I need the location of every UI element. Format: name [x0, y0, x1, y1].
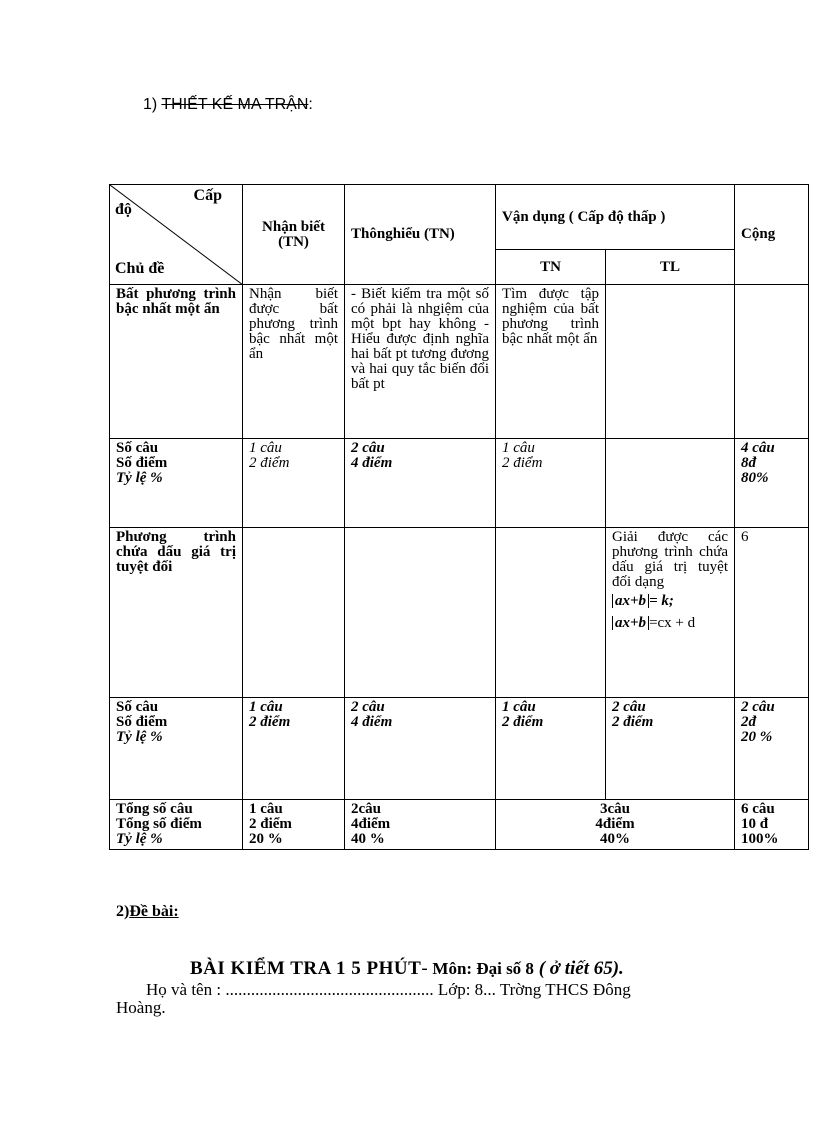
student-info-line: Họ và tên : ................................................. Lớp: 8... Trờng THCS Đông: [146, 980, 631, 999]
label-so-diem: Số điểm: [116, 455, 168, 471]
value: 20 %: [249, 831, 283, 847]
r1-stats-tn: [496, 439, 606, 528]
section-2-heading: [116, 903, 179, 921]
value: 2 điểm: [249, 816, 292, 832]
value: 1 câu: [249, 699, 283, 715]
label-ty-le: Tỷ lệ %: [116, 470, 163, 486]
r1-stats-tl: [606, 439, 735, 528]
value: 2câu: [351, 801, 381, 817]
value: 2 điểm: [502, 455, 543, 471]
value: 2 điểm: [249, 455, 290, 471]
student-info-line-2: Hoàng.: [116, 998, 166, 1017]
matrix-table: [109, 184, 809, 850]
totals-cong: [735, 800, 809, 850]
r2-stats-nhan-biet: [243, 698, 345, 800]
totals-van-dung: [496, 800, 735, 850]
value: 1 câu: [249, 440, 282, 456]
value: 40%: [600, 831, 630, 847]
label-tong-so-cau: Tổng số câu: [116, 801, 193, 817]
label-ty-le: Tỷ lệ %: [116, 831, 163, 847]
value: 2 điểm: [502, 714, 544, 730]
topic-bat-phuong-trinh: Bất phương trình bậc nhất một ẩn: [110, 285, 243, 439]
value: 2 câu: [612, 699, 646, 715]
value: 1 câu: [249, 801, 283, 817]
r2-cong: 6: [735, 528, 809, 698]
value: 4 điểm: [351, 714, 393, 730]
value: 2đ: [741, 714, 757, 730]
section-1-number: 1): [143, 96, 158, 113]
eq-rhs: =cx + d: [649, 615, 696, 631]
r2-stats-thong-hieu: [345, 698, 496, 800]
abs-expression: ax+b: [612, 594, 649, 608]
section-2-number: 2): [116, 903, 130, 920]
value: 4 câu: [741, 440, 775, 456]
header-nhan-biet: Nhận biết (TN): [243, 185, 345, 285]
section-1-heading: [143, 96, 313, 114]
r1-van-dung-tl: [606, 285, 735, 439]
header-tl: TL: [606, 250, 735, 285]
value: 2 điểm: [249, 714, 291, 730]
r1-stats-labels: [110, 439, 243, 528]
r2-tl-text: Giải được các phương trình chứa dấu giá trị tuyệt đối dạng: [612, 529, 729, 590]
exam-title-dash: -: [421, 958, 433, 979]
label-so-cau: Số câu: [116, 440, 159, 456]
r1-nhan-biet: Nhận biết được bất phương trình bậc nhất một ẩn: [243, 285, 345, 439]
header-corner-cell: [110, 185, 243, 285]
value: 4 điểm: [351, 455, 393, 471]
label-so-diem: Số điểm: [116, 714, 168, 730]
eq-rhs: = k;: [649, 593, 674, 609]
r2-stats-tl: [606, 698, 735, 800]
r2-van-dung-tl: [606, 528, 735, 698]
value: 4điểm: [595, 816, 635, 832]
value: 4điểm: [351, 816, 391, 832]
value: 20 %: [741, 729, 773, 745]
exam-title: [190, 958, 624, 980]
r2-thong-hieu: [345, 528, 496, 698]
value: 1 câu: [502, 440, 535, 456]
abs-expression: ax+b: [612, 616, 649, 630]
topic-gia-tri-tuyet-doi: Phương trình chứa dấu giá trị tuyệt đối: [110, 528, 243, 698]
r1-van-dung-tn: Tìm được tập nghiệm của bất phương trình bậc nhất một ẩn: [496, 285, 606, 439]
section-2-title: Đề bài:: [129, 903, 179, 920]
value: 80%: [741, 470, 769, 486]
r1-cong: [735, 285, 809, 439]
r2-van-dung-tn: [496, 528, 606, 698]
r1-stats-nhan-biet: [243, 439, 345, 528]
r1-thong-hieu: - Biết kiểm tra một số có phải là nhgiệm của một bpt hay không -Hiểu được định nghĩa hai bất pt tương đương và hai quy tắc biến đổi bất pt: [345, 285, 496, 439]
value: 2 điểm: [612, 714, 654, 730]
label-so-cau: Số câu: [116, 699, 159, 715]
value: 2 câu: [351, 440, 385, 456]
value: 40 %: [351, 831, 385, 847]
totals-thong-hieu: [345, 800, 496, 850]
exam-lesson: ( ở tiết 65).: [538, 958, 624, 979]
section-1-title: THIẾT KẾ MA TRẬN: [161, 96, 309, 113]
r2-stats-labels: [110, 698, 243, 800]
r1-stats-thong-hieu: [345, 439, 496, 528]
totals-nhan-biet: [243, 800, 345, 850]
header-thong-hieu: Thônghiểu (TN): [345, 185, 496, 285]
r2-stats-cong: [735, 698, 809, 800]
totals-labels: [110, 800, 243, 850]
value: 3câu: [600, 801, 630, 817]
header-chu-de-label: Chủ đề: [115, 260, 165, 277]
equation-1: [612, 590, 728, 612]
value: 6 câu: [741, 801, 775, 817]
value: 8đ: [741, 455, 757, 471]
header-do-label: độ: [115, 201, 132, 218]
section-1-colon: :: [308, 96, 313, 113]
header-van-dung: Vận dụng ( Cấp độ thấp ): [496, 185, 735, 250]
r1-stats-cong: [735, 439, 809, 528]
exam-subject: Môn: Đại số 8: [432, 959, 534, 978]
r2-nhan-biet: [243, 528, 345, 698]
equation-2: [612, 612, 728, 634]
value: 2 câu: [351, 699, 385, 715]
header-tn: TN: [496, 250, 606, 285]
value: 10 đ: [741, 816, 769, 832]
header-cap-label: Cấp: [193, 187, 222, 204]
header-cong: Cộng: [735, 185, 809, 285]
value: 100%: [741, 831, 779, 847]
exam-title-main: BÀI KIỂM TRA 1 5 PHÚT: [190, 958, 422, 979]
value: 2 câu: [741, 699, 775, 715]
r2-stats-tn: [496, 698, 606, 800]
label-ty-le: Tỷ lệ %: [116, 729, 163, 745]
value: 1 câu: [502, 699, 536, 715]
label-tong-so-diem: Tổng số điểm: [116, 816, 202, 832]
